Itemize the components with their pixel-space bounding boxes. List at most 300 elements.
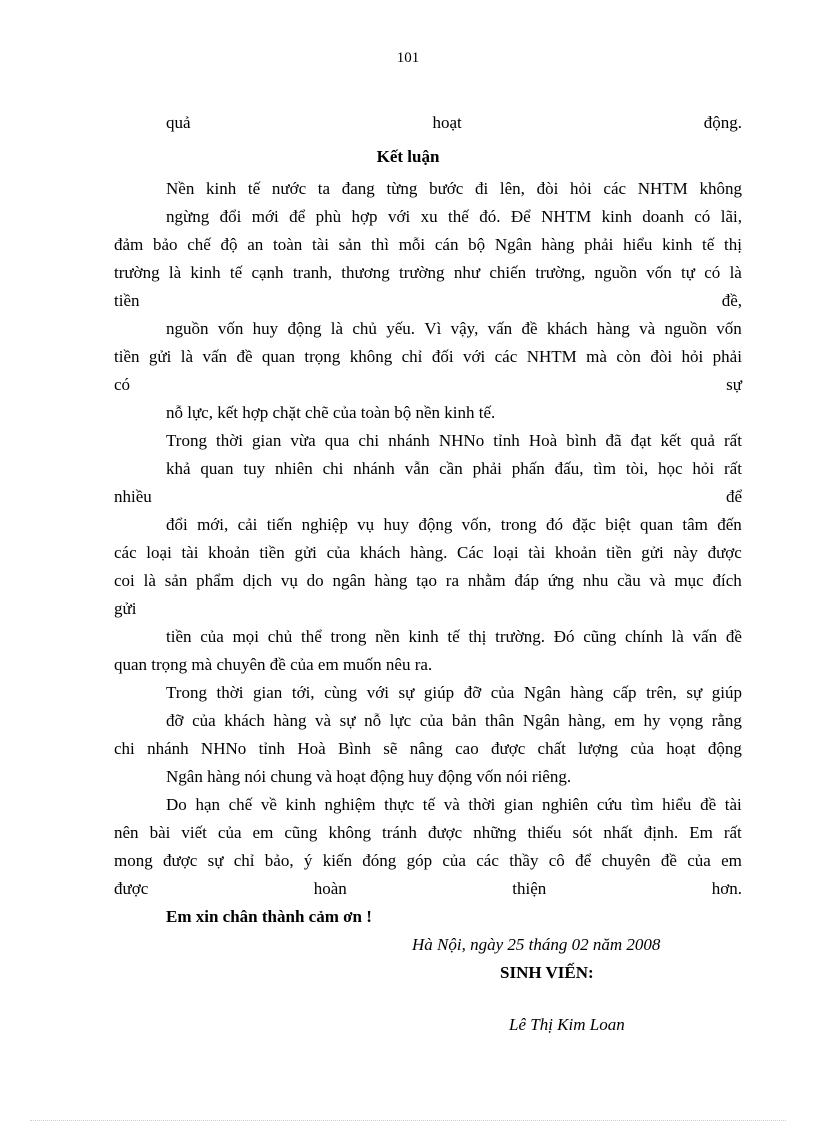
word: huy <box>252 319 279 338</box>
word: cầu <box>617 571 641 590</box>
word: kinh <box>408 627 439 646</box>
word: là <box>729 263 742 282</box>
text-span: gửi <box>114 599 137 618</box>
word: hiểu <box>662 795 692 814</box>
word: hoàn <box>313 879 347 898</box>
page-number: 101 <box>396 50 420 66</box>
word: không <box>328 823 371 842</box>
word: gian <box>253 683 283 702</box>
text-line <box>166 766 571 788</box>
word: Em <box>689 823 713 842</box>
word: vậy, <box>450 319 479 338</box>
word: hàng <box>570 683 604 702</box>
word: có <box>704 263 721 282</box>
word: Do <box>166 795 187 814</box>
text-line <box>114 738 742 760</box>
section-heading: Kết luận <box>376 147 440 166</box>
word: nước <box>271 179 307 198</box>
word: Ngân <box>522 711 560 730</box>
word: tiền <box>606 543 632 562</box>
word: tiến <box>266 515 293 534</box>
word: bản <box>451 711 477 730</box>
word: cải <box>237 515 258 534</box>
word: đề <box>521 319 538 338</box>
word: sự <box>207 851 224 870</box>
word: kinh <box>190 263 221 282</box>
word: huy <box>383 515 409 534</box>
word: nên <box>114 823 139 842</box>
word: đỡ <box>166 711 184 730</box>
word: yếu. <box>386 319 415 338</box>
word: các <box>114 543 137 562</box>
word: đổi <box>219 207 242 226</box>
word: chính <box>625 627 663 646</box>
signature-title: SINH VIẾN: <box>500 963 594 982</box>
word: Ngân <box>523 683 561 702</box>
word: đặc <box>572 515 596 534</box>
word: đối <box>431 347 454 366</box>
word: đề, <box>721 291 742 310</box>
word: quả <box>166 113 191 132</box>
word: sản <box>338 235 362 254</box>
word: đáp <box>514 571 539 590</box>
word: của <box>217 823 242 842</box>
text-line <box>114 878 742 900</box>
word: kết <box>660 431 682 450</box>
word: cấp <box>612 683 637 702</box>
word: thời <box>216 683 244 702</box>
text-line <box>114 374 742 396</box>
word: nguồn <box>664 319 707 338</box>
text-line <box>166 710 742 732</box>
word: động <box>418 515 453 534</box>
word: giúp <box>423 683 455 702</box>
word: tuy <box>243 459 266 478</box>
place-date: Hà Nội, ngày 25 tháng 02 năm 2008 <box>412 935 661 954</box>
word: không <box>349 347 393 366</box>
word: được <box>163 851 198 870</box>
word: kinh <box>662 235 693 254</box>
word: nhằm <box>467 571 506 590</box>
word: vốn <box>217 319 244 338</box>
word: khách <box>224 711 265 730</box>
word: em <box>252 823 274 842</box>
word: tránh <box>381 823 417 842</box>
word: phẩm <box>196 571 234 590</box>
word: để <box>289 207 306 226</box>
text-line <box>166 430 742 452</box>
word: NHNo <box>438 431 485 450</box>
word: bài <box>149 823 171 842</box>
word: vọng <box>669 711 704 730</box>
text-line <box>114 654 432 676</box>
word: và <box>639 319 656 338</box>
word: Bình <box>337 739 371 758</box>
word: đạt <box>630 431 652 450</box>
word: và <box>649 571 666 590</box>
word: nghiệm <box>324 795 376 814</box>
word: mới, <box>197 515 229 534</box>
word: cạnh <box>251 263 284 282</box>
word: cần <box>439 459 463 478</box>
word: em <box>721 851 742 870</box>
word: hoạt <box>666 739 696 758</box>
word: của <box>442 851 466 870</box>
word: giúp <box>711 683 742 702</box>
word: tiền <box>114 347 140 366</box>
word: tế <box>702 235 715 254</box>
word: Hoà <box>528 431 558 450</box>
word: đề <box>700 795 717 814</box>
signature-name: Lê Thị Kim Loan <box>509 1015 625 1034</box>
word: thương <box>341 263 390 282</box>
word: cán <box>434 235 459 254</box>
word: ngừng <box>166 207 210 226</box>
word: là <box>330 319 344 338</box>
text-line <box>166 458 742 480</box>
word: được <box>427 823 463 842</box>
word: hạn <box>195 795 220 814</box>
word: vốn <box>716 319 742 338</box>
word: chất <box>537 739 566 758</box>
word: toàn <box>272 235 303 254</box>
word: thể <box>301 627 322 646</box>
word: lượng <box>578 739 619 758</box>
word: hiểu <box>623 235 653 254</box>
word: vấn <box>487 319 513 338</box>
word: sản <box>164 571 188 590</box>
word: tế <box>247 179 261 198</box>
word: doanh <box>642 207 684 226</box>
word: bảo <box>152 235 178 254</box>
word: sự <box>686 683 703 702</box>
word: gửi <box>641 543 664 562</box>
word: hàng <box>541 235 575 254</box>
page-bottom-divider <box>30 1120 786 1121</box>
word: cũng <box>583 627 617 646</box>
word: với <box>387 207 411 226</box>
word: thời <box>216 431 243 450</box>
word: những <box>473 823 517 842</box>
word: vốn <box>646 263 672 282</box>
word: độ <box>220 235 238 254</box>
text-line <box>166 178 742 200</box>
text-line <box>166 402 495 424</box>
word: trường <box>398 263 445 282</box>
word: chiến <box>489 263 527 282</box>
text-line <box>114 290 742 312</box>
word: gửi <box>148 347 172 366</box>
word: mỗi <box>398 235 426 254</box>
word: Trong <box>166 431 207 450</box>
word: khách <box>359 543 401 562</box>
word: với <box>462 347 486 366</box>
word: các <box>494 347 518 366</box>
text-span: quan trọng mà chuyên đề của em muốn nêu ra. <box>114 655 433 674</box>
text-line <box>114 598 136 620</box>
word: an <box>247 235 264 254</box>
word: động <box>287 319 322 338</box>
word: phải <box>584 235 614 254</box>
word: phấn <box>511 459 545 478</box>
word: là <box>168 263 182 282</box>
word: hỏi <box>570 179 592 198</box>
word: ta <box>317 179 331 198</box>
word: chế <box>187 235 211 254</box>
word: tìm <box>593 459 616 478</box>
word: đang <box>341 179 375 198</box>
word: phải <box>472 459 502 478</box>
word: tiền <box>259 543 285 562</box>
word: nâng <box>409 739 443 758</box>
word: tài <box>181 543 199 562</box>
word: vấn <box>202 347 228 366</box>
word: của <box>687 851 711 870</box>
word: ý <box>303 851 313 870</box>
word: hàng <box>374 571 408 590</box>
word: là <box>671 627 684 646</box>
word: vụ <box>280 571 298 590</box>
word: và <box>315 711 332 730</box>
word: vẫn <box>404 459 430 478</box>
word: trường. <box>495 627 545 646</box>
word: của <box>200 627 224 646</box>
word: thực <box>384 795 415 814</box>
word: đề <box>660 851 677 870</box>
word: tế <box>447 627 460 646</box>
word: kinh <box>285 795 316 814</box>
word: tự <box>681 263 695 282</box>
word: hơn. <box>711 879 742 898</box>
word: chủ <box>352 319 377 338</box>
word: của <box>630 739 654 758</box>
word: nghiệp <box>301 515 348 534</box>
word: mà <box>586 347 607 366</box>
word: của <box>192 711 216 730</box>
text-line <box>114 346 742 368</box>
word: nhu <box>582 571 609 590</box>
word: rằng <box>711 711 742 730</box>
word: coi <box>114 571 135 590</box>
word: định. <box>643 823 679 842</box>
word: nền <box>375 627 400 646</box>
word: như <box>453 263 481 282</box>
word: nguồn <box>594 263 638 282</box>
word: Nền <box>166 179 195 198</box>
word: Đó <box>553 627 575 646</box>
word: loại <box>493 543 519 562</box>
word: đi <box>474 179 489 198</box>
word: mục <box>674 571 704 590</box>
word: có <box>694 207 711 226</box>
text-line <box>114 262 742 284</box>
word: hoạt <box>432 113 462 132</box>
word: NHTM <box>541 207 592 226</box>
word: cùng <box>324 683 358 702</box>
word: cô <box>548 851 565 870</box>
word: tới, <box>291 683 315 702</box>
top-fragment-line <box>166 112 742 134</box>
word: đó <box>545 515 563 534</box>
word: để <box>725 487 742 506</box>
word: thời <box>468 795 496 814</box>
word: gửi <box>294 543 317 562</box>
word: sự <box>398 683 415 702</box>
word: được <box>707 543 742 562</box>
word: đòi <box>650 347 673 366</box>
word: mới <box>251 207 279 226</box>
word: nỗ <box>364 711 382 730</box>
word: hàng <box>596 319 630 338</box>
word: tìm <box>630 795 654 814</box>
word: động <box>707 739 742 758</box>
word: tiền <box>166 627 192 646</box>
text-line <box>114 234 742 256</box>
word: vốn, <box>461 515 492 534</box>
word: qua <box>324 431 350 450</box>
word: của <box>419 711 444 730</box>
word: thị <box>468 627 487 646</box>
word: nhánh <box>353 459 395 478</box>
text-line <box>114 570 742 592</box>
word: tòi, <box>625 459 649 478</box>
word: vụ <box>357 515 375 534</box>
word: lên, <box>499 179 525 198</box>
word: NHTM <box>637 179 688 198</box>
text-span: nỗ lực, kết hợp chặt chẽ của toàn bộ nền kinh tế. <box>166 403 496 422</box>
word: rất <box>723 823 742 842</box>
word: đổi <box>166 515 188 534</box>
word: đỡ <box>463 683 482 702</box>
word: quan <box>640 515 674 534</box>
word: của <box>326 543 351 562</box>
word: được <box>114 879 149 898</box>
text-line <box>166 626 742 648</box>
word: thiện <box>512 879 547 898</box>
word: đề <box>725 627 742 646</box>
word: cứu <box>596 795 623 814</box>
word: gian <box>252 431 282 450</box>
word: kiến <box>322 851 352 870</box>
word: tranh, <box>292 263 332 282</box>
word: Để <box>510 207 531 226</box>
word: đích <box>712 571 742 590</box>
word: kinh <box>601 207 632 226</box>
text-line <box>114 486 742 508</box>
word: này <box>673 543 698 562</box>
word: ngân <box>332 571 366 590</box>
word: có <box>114 375 131 394</box>
word: đòi <box>536 179 559 198</box>
word: lãi, <box>720 207 742 226</box>
word: hàng <box>273 711 307 730</box>
text-line <box>166 682 742 704</box>
word: chế <box>228 795 253 814</box>
word: đề <box>236 347 253 366</box>
text-line <box>166 318 742 340</box>
word: nhất <box>603 823 633 842</box>
word: thì <box>371 235 389 254</box>
word: chỉ <box>233 851 255 870</box>
word: Các <box>457 543 484 562</box>
word: các <box>476 851 499 870</box>
word: được <box>491 739 526 758</box>
word: bảo, <box>264 851 294 870</box>
word: trọng <box>304 347 341 366</box>
word: hàng. <box>410 543 448 562</box>
word: rất <box>723 459 742 478</box>
text-line <box>114 822 742 844</box>
word: thân <box>485 711 515 730</box>
word: quả <box>690 431 715 450</box>
word: Hoà <box>297 739 326 758</box>
word: không <box>699 179 742 198</box>
word: xu <box>420 207 438 226</box>
word: NHTM <box>526 347 577 366</box>
word: chủ <box>267 627 293 646</box>
word: sự <box>726 375 742 394</box>
word: để <box>575 851 592 870</box>
word: nguồn <box>166 319 209 338</box>
word: chi <box>358 431 380 450</box>
text-line <box>166 794 742 816</box>
word: do <box>306 571 324 590</box>
word: tiền <box>114 291 140 310</box>
word: rất <box>724 431 742 450</box>
word: dịch <box>242 571 273 590</box>
word: đảm <box>114 235 144 254</box>
word: tế <box>229 263 243 282</box>
word: chuyên <box>601 851 651 870</box>
word: chi <box>322 459 344 478</box>
word: còn <box>616 347 641 366</box>
text-line <box>114 542 742 564</box>
word: mọi <box>232 627 260 646</box>
word: của <box>490 683 515 702</box>
text-line <box>166 206 742 228</box>
word: từng <box>386 179 418 198</box>
word: góp <box>406 851 433 870</box>
word: vấn <box>692 627 718 646</box>
word: thầy <box>509 851 539 870</box>
word: nhiều <box>114 487 152 506</box>
word: khách <box>546 319 588 338</box>
word: đó. <box>479 207 501 226</box>
word: tài <box>724 795 742 814</box>
word: mong <box>114 851 153 870</box>
word: học <box>657 459 683 478</box>
word: viết <box>181 823 207 842</box>
word: hỏi <box>692 459 715 478</box>
word: các <box>603 179 627 198</box>
word: tạo <box>416 571 437 590</box>
word: thế <box>448 207 469 226</box>
word: nhánh <box>388 431 430 450</box>
word: thiếu <box>527 823 562 842</box>
word: đấu, <box>554 459 584 478</box>
word: gian <box>504 795 534 814</box>
word: quan <box>200 459 234 478</box>
word: chi <box>114 739 135 758</box>
thanks-line: Em xin chân thành cảm ơn ! <box>166 907 372 926</box>
word: là <box>180 347 194 366</box>
word: loại <box>146 543 172 562</box>
word: khả <box>166 459 191 478</box>
word: bình <box>566 431 597 450</box>
word: đóng <box>362 851 397 870</box>
word: sự <box>339 711 356 730</box>
word: tỉnh <box>258 739 286 758</box>
